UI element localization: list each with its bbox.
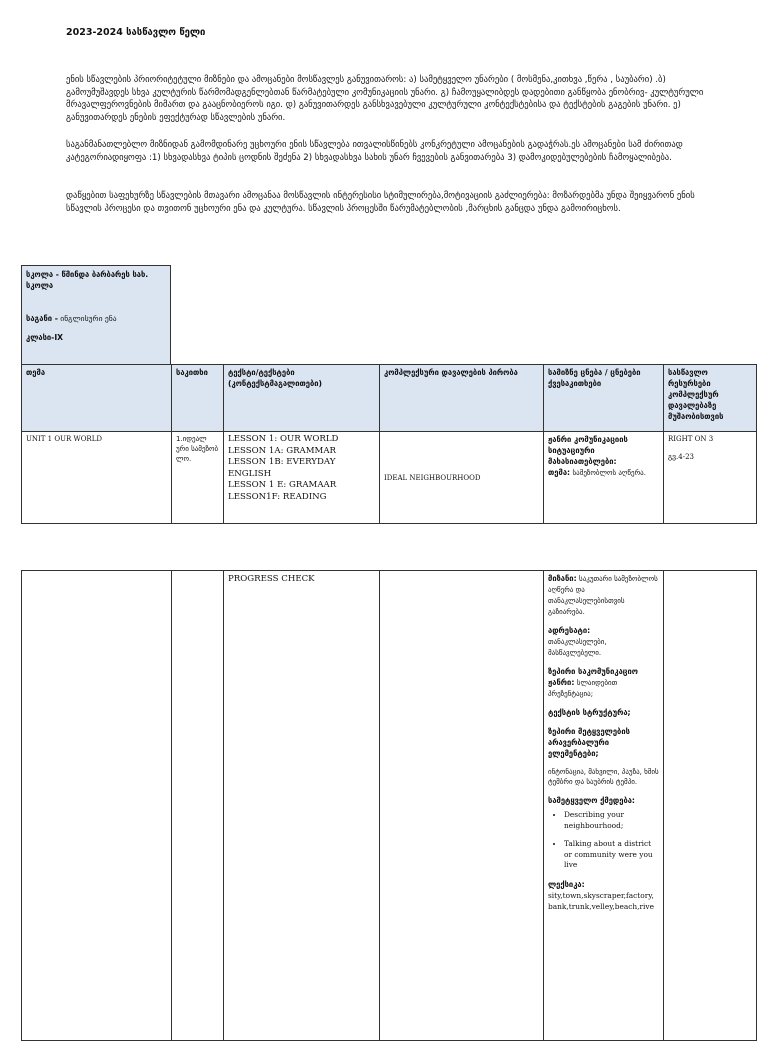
concept-heading: ჟანრი კომუნიკაციის სიტუაციური მახასიათებლები:	[548, 435, 628, 466]
genre-value: სლაიდებით პრეზენტაცია;	[548, 679, 618, 698]
lesson-item: LESSON 1B: EVERYDAY ENGLISH	[228, 457, 336, 479]
goal-label: მიზანი:	[548, 574, 577, 583]
nonverbal-label: ზეპირი მეტყველების არავერბალური ელემენტები;	[548, 727, 630, 758]
header-resources: სასწავლო რესურსები კომპლექსურ დავალებაზე მუშაობისთვის	[664, 365, 757, 432]
row-task: IDEAL NEIGHBOURHOOD	[380, 432, 544, 524]
curriculum-table	[21, 364, 757, 524]
intro-paragraph-2: საგანმანათლებლო მიზნიდან გამომდინარე უცხოური ენის სწავლება ითვალისწინებს კონკრეტული ამოცანების გადაჭრას.ეს ამოცანები სამ ძირითად კატეგორიადიყოფა :1) სხვადასხვა ტიპის ცოდნის შეძენა 2) სხვადასხვა სახის უნარ ჩვევების განვითარება 3) დამოკიდებულებების ჩამოყალიბება.	[66, 140, 683, 163]
lesson-item: LESSON 1: OUR WORLD	[228, 434, 339, 444]
intro-paragraph-1: ენის სწავლების პრიორიტეტული მიზნები და ამოცანები მოსწავლეს განუვითაროს: ა) სამეტყველო უნარები ( მოსმენა,კითხვა ,წერა , საუბარი) .ბ) გამოუმუშავდეს სხვა კულტურის წარმომადგენლებთან წარმატებული კომუნიკაციის უნარი. გ) ჩამოუყალიბდეს დადებითი განწყობა ენობრივ- კულტურული მრავალფეროვნების მიმართ და გააცნობიეროს იგი. დ) განუვითარდეს განსხვავებული კულტურული კონტექსტებისა და ტექსტების გაგების უნარი. ე) განუვითარდეს ენების ეფექტურად სწავლების უნარი.	[66, 75, 704, 123]
vocab-value: sity,town,skyscraper,factory, bank,trunk,velley,beach,rive	[548, 890, 654, 911]
list-item: • Talking about a district or community were you live	[564, 839, 659, 871]
school-info-box	[21, 265, 171, 364]
resource-pages: გვ.4-23	[668, 453, 694, 461]
row-lesson: PROGRESS CHECK	[224, 571, 380, 1041]
subject-label: საგანი -	[26, 314, 58, 323]
concept-theme-label: თემა:	[548, 468, 571, 477]
row-resources-empty	[664, 571, 757, 1041]
class-label: კლასი-IX	[26, 333, 64, 342]
speech-list	[548, 810, 659, 871]
table-header-row	[22, 365, 757, 432]
subject-value: ინგლისური ენა	[60, 314, 117, 323]
row-theme: UNIT 1 OUR WORLD	[22, 432, 172, 524]
subject-line	[26, 313, 166, 324]
row-concept-details	[544, 571, 664, 1041]
header-topic: საკითხი	[172, 365, 224, 432]
structure-label: ტექსტის სტრუქტურა;	[548, 708, 631, 717]
intro-paragraph-3: დაწყებით საფეხურზე სწავლების მთავარი ამოცანაა მოსწავლის ინტერესისი სტიმულირება,მოტივაციის გაძლიერება: მოზარდებმა უნდა შეიყვარონ ენის სწავლის პროცესი და თვითონ უცხოური ენა და კულტურა. სწავლის პროცესში წარუმატებლობის ,მარცხის განცდა უნდა გამოირიცხოს.	[66, 191, 695, 214]
header-texts: ტექსტი/ტექსტები (კონტექსტმაგალითები)	[224, 365, 380, 432]
lesson-item: LESSON 1A: GRAMMAR	[228, 445, 337, 456]
lesson-item: LESSON1F: READING	[228, 491, 327, 502]
speech-label: სამეტყველო ქმედება:	[548, 796, 635, 805]
table-row	[22, 571, 757, 1041]
curriculum-table-continued	[21, 570, 757, 1041]
resource-book: RIGHT ON 3	[668, 435, 714, 443]
row-lessons	[224, 432, 380, 524]
document-title: 2023-2024 სასწავლო წელი	[66, 27, 206, 38]
row-task-empty	[380, 571, 544, 1041]
header-task: კომპლექსური დავალების პირობა	[380, 365, 544, 432]
list-item: • Describing your neighbourhood;	[564, 810, 659, 831]
row-topic-empty	[172, 571, 224, 1041]
nonverbal-value: ინტონაცია, მახვილი, პაუზა, ხმის ტემბრი და საუბრის ტემპი.	[548, 768, 659, 786]
header-theme: თემა	[22, 365, 172, 432]
row-theme-empty	[22, 571, 172, 1041]
row-concepts	[544, 432, 664, 524]
row-topic: 1.იდეალ ური სამეზობ ლო.	[172, 432, 224, 524]
concept-theme-value: სამეზობლოს აღწერა.	[572, 469, 646, 477]
lesson-item: LESSON 1 E: GRAMAAR	[228, 480, 337, 491]
table-row	[22, 432, 757, 524]
goal-value: საკუთარი სამეზობლოს აღწერა და თანაკლასელებისთვის გაზიარება.	[548, 575, 658, 616]
audience-label: ადრესატი:	[548, 626, 591, 635]
header-concepts: სამიზნე ცნება / ცნებები ქვესაკითხები	[544, 365, 664, 432]
genre-label: ზეპირი საკომუნიკაციო ჟანრი:	[548, 667, 638, 687]
row-resources	[664, 432, 757, 524]
school-name: სკოლა - წმინდა ბარბარეს სახ. სკოლა	[26, 270, 149, 290]
vocab-label: ლექსიკა:	[548, 879, 585, 889]
audience-value: თანაკლასელები, მასწავლებელი.	[548, 638, 607, 657]
